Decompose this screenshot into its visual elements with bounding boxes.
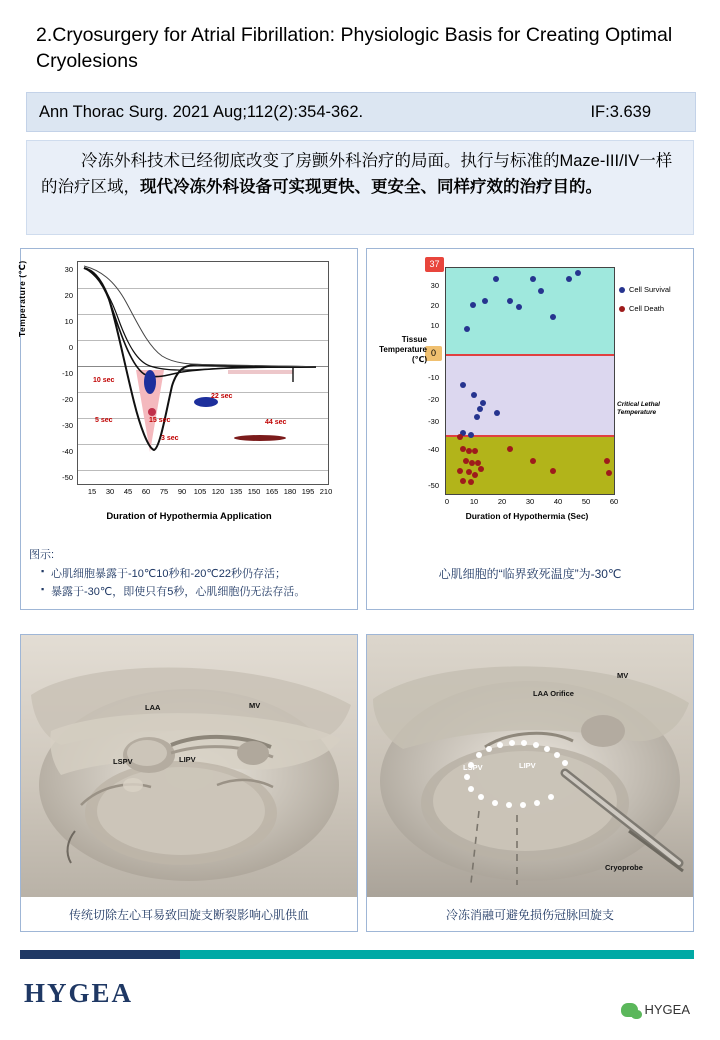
legend-label: Cell Death (629, 304, 665, 313)
chart1-ylabel: Temperature (℃) (17, 260, 27, 337)
chart2-ytick: -30 (428, 417, 439, 426)
label-lspv: LSPV (113, 757, 133, 766)
chart2-annotation: Critical Lethal Temperature (617, 401, 660, 417)
chart1-xtick: 120 (211, 487, 225, 496)
abstract-box (26, 140, 694, 235)
chart1-annotation: 3 sec (161, 435, 179, 442)
chart1-xtick: 60 (141, 487, 151, 496)
chart1-xtick: 45 (123, 487, 133, 496)
chart2-badge-37: 37 (425, 257, 444, 272)
chart1-annotation: 10 sec (93, 377, 115, 384)
label-lipv: LIPV (519, 761, 536, 770)
chart2-xtick: 40 (553, 497, 563, 506)
abstract-part1: 冷冻外科技术已经彻底改变了房颤外科治疗的局面。执行与标准的Maze-III/IV一样的治疗区域， (41, 152, 673, 196)
chart2-xtick: 50 (581, 497, 591, 506)
chart2-ytick: -20 (428, 395, 439, 404)
chart1-xlabel: Duration of Hypothermia Application (106, 511, 272, 522)
chart1-ytick: -50 (62, 473, 73, 482)
caption-item: ▪ 心肌细胞暴露于-10℃10秒和-20℃22秒仍存活； (41, 566, 349, 583)
chart2-ytick: 30 (430, 281, 439, 290)
chart1-xtick: 15 (87, 487, 97, 496)
page-title: 2.Cryosurgery for Atrial Fibrillation: Physiologic Basis for Creating Optimal Cryolesions (36, 24, 673, 73)
figure-right (366, 248, 694, 610)
footer-bar-dark (20, 950, 180, 959)
chart2-ylabel (367, 335, 427, 365)
chart2-plot (445, 267, 615, 495)
chart1-annotation: 22 sec (211, 393, 233, 400)
label-laa-orifice: LAA Orifice (533, 689, 574, 698)
chart1-plot (77, 261, 329, 485)
figure-right-caption: 心肌细胞的“临界致死温度”为-30℃ (438, 567, 622, 581)
chart1-annotation: 5 sec (95, 417, 113, 424)
chart1-ytick: 30 (64, 265, 73, 274)
chart1-ytick: 10 (64, 317, 73, 326)
chart2-legend (619, 285, 671, 323)
scatter-chart (367, 249, 693, 543)
illustration-cryoablation (367, 635, 693, 897)
label-lspv: LSPV (463, 763, 483, 772)
chart2-xlabel: Duration of Hypothermia (Sec) (465, 511, 589, 521)
chart2-xtick: 0 (444, 497, 450, 506)
chart2-badge-0: 0 (425, 346, 442, 361)
label-lipv: LIPV (179, 755, 196, 764)
chart2-ytick: 20 (430, 301, 439, 310)
illustration-traditional-laa-excision (21, 635, 357, 897)
caption-item: ▪ 暴露于-30℃，即使只有5秒，心肌细胞仍无法存活。 (41, 584, 349, 601)
chart1-annotation: 15 sec (149, 417, 171, 424)
chart1-xtick: 30 (105, 487, 115, 496)
photo-left (20, 634, 358, 932)
chart1-ytick: 20 (64, 291, 73, 300)
chart1-xtick: 195 (301, 487, 315, 496)
footer-bar-teal (180, 950, 694, 959)
journal-bar (26, 92, 696, 132)
chart2-ylabel-text: Tissue Temperature (℃) (379, 335, 427, 364)
chart2-xtick: 30 (525, 497, 535, 506)
photo-left-caption: 传统切除左心耳易致回旋支断裂影响心肌供血 (68, 908, 309, 922)
caption-title: 图示: (29, 549, 55, 561)
chart2-xtick: 60 (609, 497, 619, 506)
chart1-xtick: 90 (177, 487, 187, 496)
chart1-xtick: 150 (247, 487, 261, 496)
journal-reference: Ann Thorac Surg. 2021 Aug;112(2):354-362. (39, 102, 364, 121)
chart1-xtick: 210 (319, 487, 333, 496)
chart1-ytick: 0 (68, 343, 73, 352)
brand-logo: HYGEA (24, 978, 134, 1008)
chart1-annotation: 44 sec (265, 419, 287, 426)
chart1-xtick: 105 (193, 487, 207, 496)
photo-right-caption: 冷冻消融可避免损伤冠脉回旋支 (445, 908, 614, 922)
chart1-ytick: -30 (62, 421, 73, 430)
chart2-xtick: 20 (497, 497, 507, 506)
wechat-icon (621, 1003, 638, 1017)
label-cryoprobe: Cryoprobe (605, 863, 643, 872)
figure-left-caption (21, 543, 357, 601)
chart2-ytick: -50 (428, 481, 439, 490)
photo-right (366, 634, 694, 932)
chart1-ytick: -20 (62, 395, 73, 404)
chart2-xtick: 10 (469, 497, 479, 506)
label-mv: MV (249, 701, 261, 710)
impact-factor: IF:3.639 (590, 102, 651, 121)
label-mv: MV (617, 671, 629, 680)
abstract-part2: 现代冷冻外科设备可实现更快、更安全、同样疗效的治疗目的。 (140, 177, 602, 196)
line-chart (17, 249, 357, 543)
figure-left (17, 248, 358, 610)
chart2-ytick: -40 (428, 445, 439, 454)
chart1-xtick: 135 (229, 487, 243, 496)
wechat-account (621, 1002, 690, 1017)
label-laa: LAA (145, 703, 161, 712)
chart2-ytick: 10 (430, 321, 439, 330)
wechat-account-name: HYGEA (644, 1002, 690, 1017)
chart1-xtick: 165 (265, 487, 279, 496)
chart1-xtick: 75 (159, 487, 169, 496)
chart2-ytick: -10 (428, 373, 439, 382)
chart1-xtick: 180 (283, 487, 297, 496)
chart1-ytick: -10 (62, 369, 73, 378)
legend-label: Cell Survival (629, 285, 671, 294)
chart1-ytick: -40 (62, 447, 73, 456)
